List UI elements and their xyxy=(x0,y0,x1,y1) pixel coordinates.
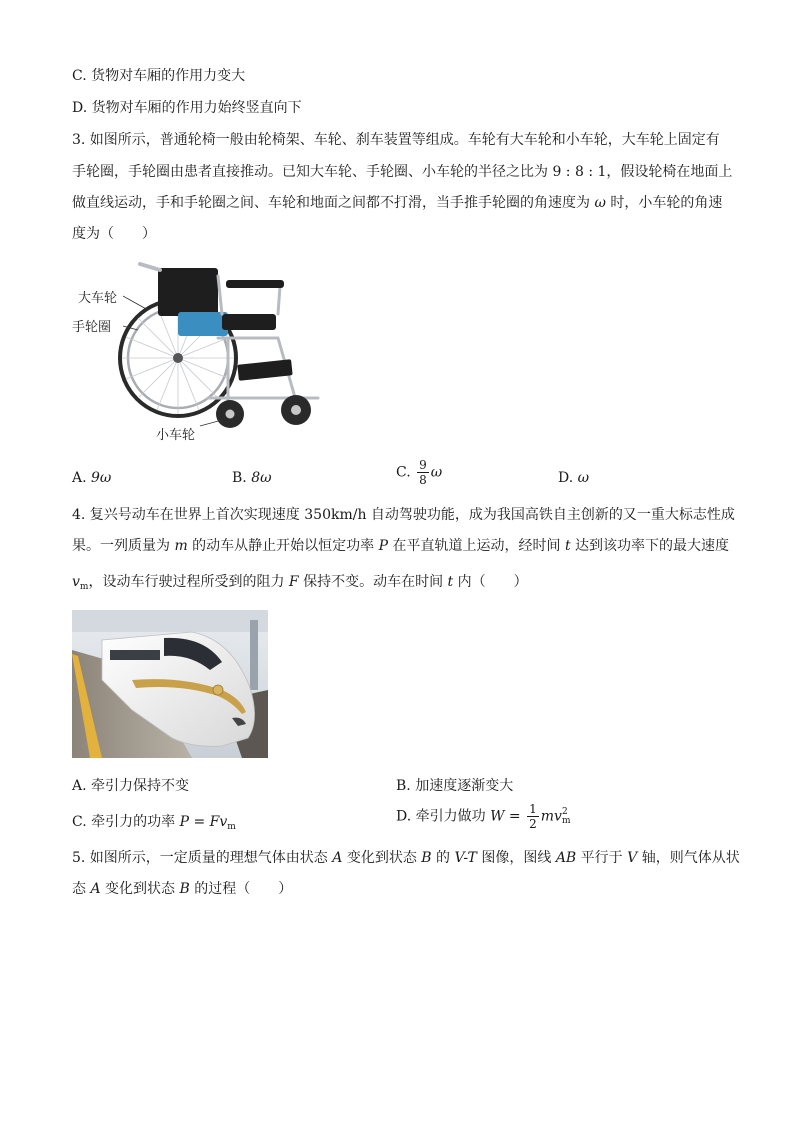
q4-option-a: A. 牵引力保持不变 xyxy=(72,778,190,794)
q5-text-line-1 xyxy=(72,848,740,868)
v-axis-symbol: V xyxy=(627,850,638,866)
time-symbol: t xyxy=(564,538,571,554)
q3-text-segment: 时，小车轮的角速 xyxy=(605,195,723,211)
fraction-numerator: 9 xyxy=(419,458,427,472)
q4-text-segment: 在平直轨道上运动，经时间 xyxy=(388,538,565,554)
push-handle xyxy=(140,264,160,270)
fraction-denominator: 8 xyxy=(419,473,427,487)
power-symbol: P xyxy=(179,814,189,830)
label-small-wheel: 小车轮 xyxy=(156,428,196,443)
label-big-wheel: 大车轮 xyxy=(78,291,118,306)
q3-text-line-2: 手轮圈，手轮圈由患者直接推动。已知大车轮、手轮圈、小车轮的半径之比为 9 : 8 : 1，假设轮椅在地面上 xyxy=(72,164,733,180)
q4-option-b: B. 加速度逐渐变大 xyxy=(396,778,514,794)
option-letter: A. xyxy=(72,470,92,486)
force-symbol: F xyxy=(288,574,299,590)
q5-text-segment: 轴，则气体从状 xyxy=(637,850,740,866)
leader-line-big-wheel xyxy=(123,296,148,310)
q4-text-segment: 保持不变。动车在时间 xyxy=(298,574,448,590)
small-wheel-hub-front xyxy=(291,405,301,415)
omega-symbol: ω xyxy=(594,195,606,211)
velocity-symbol: v xyxy=(554,808,562,825)
q4-option-c xyxy=(72,812,236,837)
q4-text-line-3 xyxy=(72,572,724,597)
label-hand-rim: 手轮圈 xyxy=(72,320,112,335)
velocity-subscript: m xyxy=(79,582,89,592)
q2-option-c: C. 货物对车厢的作用力变大 xyxy=(72,68,246,84)
fraction-nine-eighths xyxy=(417,458,429,487)
bullet-train-photo xyxy=(72,610,268,758)
q5-text-segment: 态 xyxy=(72,881,91,897)
leader-line-small-wheel xyxy=(200,420,222,426)
fraction-denominator: 2 xyxy=(529,817,537,831)
equals-sign: = xyxy=(504,808,526,825)
q4-text-segment: ，设动车行驶过程所受到的阻力 xyxy=(88,574,289,590)
q5-text-segment: 的过程（ ） xyxy=(189,881,293,897)
q5-text-segment: 图像，图线 xyxy=(476,850,556,866)
equals-sign: = xyxy=(189,814,210,830)
q5-text-segment: 变化到状态 xyxy=(100,881,180,897)
option-text: D. 牵引力做功 xyxy=(396,808,491,825)
seat-cushion xyxy=(222,314,276,330)
q3-text-line-4: 度为（ ） xyxy=(72,226,156,242)
q4-option-d xyxy=(396,802,571,831)
q5-text-segment: 平行于 xyxy=(576,850,628,866)
omega-symbol: ω xyxy=(430,464,443,481)
work-symbol: W xyxy=(490,808,505,825)
q5-text-segment: 5. 如图所示，一定质量的理想气体由状态 xyxy=(72,850,333,866)
q3-option-d xyxy=(558,468,589,488)
state-a-symbol: A xyxy=(332,850,343,866)
q4-text-segment: 果。一列质量为 xyxy=(72,538,175,554)
q2-option-d: D. 货物对车厢的作用力始终竖直向下 xyxy=(72,100,302,116)
velocity-subscript: m xyxy=(561,815,571,826)
station-canopy xyxy=(72,610,268,632)
seat-panel xyxy=(178,312,228,336)
q4-text-segment: 达到该功率下的最大速度 xyxy=(570,538,730,554)
velocity-superscript: 2 xyxy=(561,806,568,817)
mass-symbol: m xyxy=(540,808,555,825)
q5-text-line-2 xyxy=(72,879,724,899)
q3-option-a xyxy=(72,468,111,488)
velocity-symbol: v xyxy=(72,574,80,590)
q5-text-segment: 变化到状态 xyxy=(342,850,422,866)
q4-text-segment: 内（ ） xyxy=(453,574,528,590)
wheelchair-figure xyxy=(118,258,338,438)
power-symbol: P xyxy=(378,538,389,554)
force-symbol: F xyxy=(209,814,220,830)
fraction-numerator: 1 xyxy=(529,802,537,816)
q4-text-segment: 的动车从静止开始以恒定功率 xyxy=(187,538,379,554)
state-b-symbol: B xyxy=(179,881,190,897)
velocity-subscript: m xyxy=(227,822,236,832)
wheel-hub xyxy=(173,353,183,363)
state-b-symbol: B xyxy=(421,850,432,866)
option-letter: D. xyxy=(558,470,578,486)
fraction-one-half xyxy=(527,802,539,831)
mass-symbol: m xyxy=(174,538,188,554)
option-value: 9ω xyxy=(91,470,112,486)
option-text: C. 牵引力的功率 xyxy=(72,814,180,830)
line-ab-symbol: AB xyxy=(555,850,577,866)
canopy-pillar xyxy=(250,620,258,690)
q3-text-segment: 做直线运动，手和手轮圈之间、车轮和地面之间都不打滑，当手推手轮圈的角速度为 xyxy=(72,195,595,211)
option-letter: B. xyxy=(232,470,252,486)
option-value: 8ω xyxy=(251,470,272,486)
time-symbol: t xyxy=(447,574,454,590)
velocity-scripts xyxy=(562,808,571,826)
q4-text-line-2 xyxy=(72,536,730,556)
train-side-windows xyxy=(110,650,160,660)
q3-option-c xyxy=(396,458,442,487)
vt-symbol: V-T xyxy=(454,850,477,866)
footrest xyxy=(237,359,292,381)
train-emblem xyxy=(213,685,223,695)
state-a-symbol: A xyxy=(90,881,101,897)
small-wheel-hub-rear xyxy=(226,410,235,419)
q5-text-segment: 的 xyxy=(431,850,455,866)
q3-option-b xyxy=(232,468,272,488)
velocity-symbol: v xyxy=(219,814,228,830)
backrest xyxy=(158,268,218,316)
q3-text-line-3 xyxy=(72,193,724,213)
option-value: ω xyxy=(577,470,590,486)
q4-text-line-1: 4. 复兴号动车在世界上首次实现速度 350km/h 自动驾驶功能，成为我国高铁自主创新的又一重大标志性成 xyxy=(72,507,735,523)
q3-text-line-1: 3. 如图所示，普通轮椅一般由轮椅架、车轮、刹车装置等组成。车轮有大车轮和小车轮，大车轮上固定有 xyxy=(72,132,720,148)
option-letter: C. xyxy=(396,464,411,481)
armrest xyxy=(226,280,284,288)
